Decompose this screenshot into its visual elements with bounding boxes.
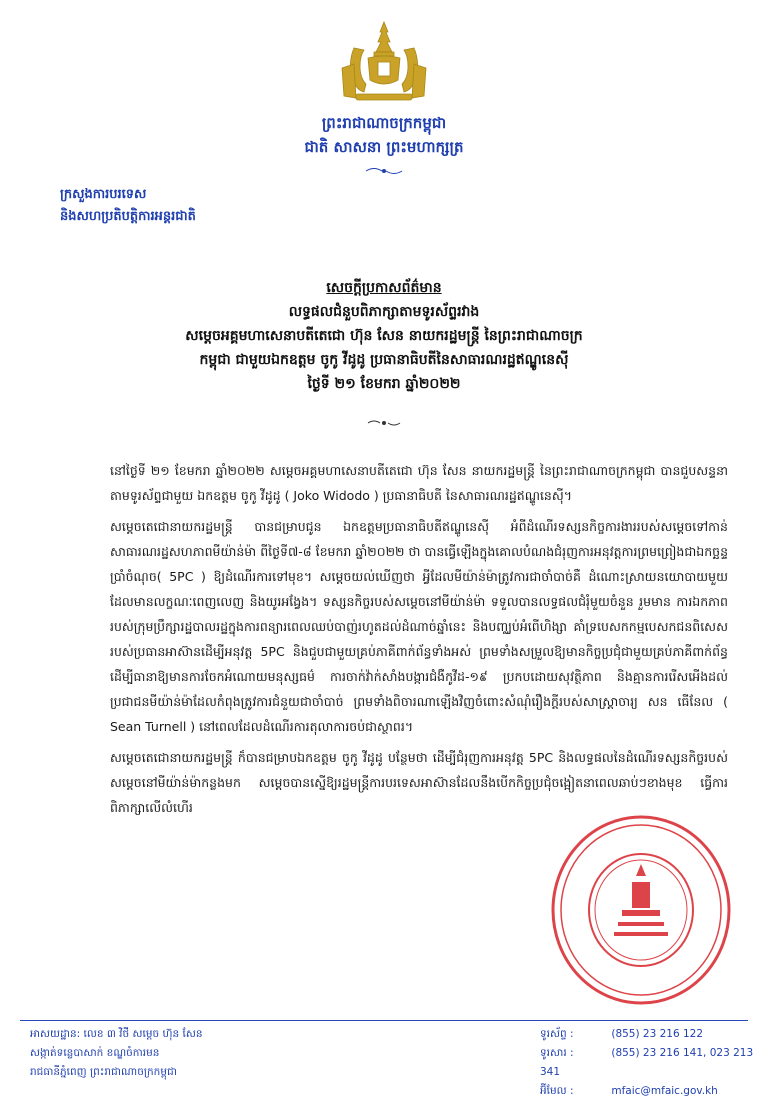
title-line-4: កម្ពុជា ជាមួយឯកឧត្តម ចូកូ វីដូដូ ប្រធានាធិបតីនៃសាធារណរដ្ឋឥណ្ឌូនេស៊ី [199,352,569,368]
press-release-title [80,276,688,396]
ministry-subtitle: និងសហប្រតិបត្តិការអន្តរជាតិ [60,209,196,224]
email-row [540,1082,768,1101]
title-date: ថ្ងៃទី ២១ ខែមករា ឆ្នាំ២០២២ [307,376,461,392]
footer-contact [540,1025,768,1101]
address-line-3: រាជធានីភ្នំពេញ ព្រះរាជាណាចក្រកម្ពុជា [30,1066,177,1078]
phone-value: (855) 23 216 122 [611,1028,704,1040]
royal-emblem-icon [334,18,434,106]
body-paragraph-3: សម្តេចតេជោនាយករដ្ឋមន្ត្រី ក៏បានជម្រាបឯកឧត្តម ចូកូ វីដូដូ បន្ថែមថា ដើម្បីជំរុញការអនុវត្ត 5PC និងលទ្ធផលនៃដំណើរទស្សនកិច្ចរបស់សម្តេចនៅមីយ៉ាន់ម៉ាកន្លងមក សម្តេចបានស្នើឱ្យរដ្ឋមន្ត្រីការបរទេសអាស៊ានដែលនឹងបើកកិច្ចប្រជុំចង្អៀតនាពេលឆាប់ៗខាងមុខ ធ្វើការពិភាក្សាលើលំហើរ [110,750,728,815]
fax-label: ទូរសារ : [540,1047,574,1059]
address-line-1: អាសយដ្ឋាន: លេខ ៣ វិថី សម្តេច ហ៊ុន សែន [30,1028,203,1040]
email-label: អ៊ីមែល : [540,1085,574,1097]
ministry-name: ក្រសួងការបរទេស [60,187,147,202]
phone-row [540,1025,768,1044]
official-seal-icon [548,812,734,1008]
section-separator-icon [364,416,404,430]
footer-address [30,1025,203,1082]
body-paragraph-1: នៅថ្ងៃទី ២១ ខែមករា ឆ្នាំ២០២២ សម្តេចអគ្គមហាសេនាបតីតេជោ ហ៊ុន សែន នាយករដ្ឋមន្ត្រី នៃព្រះរាជាណាចក្រកម្ពុជា បានជួបសន្ទនាតាមទូរស័ព្ទជាមួយ ឯកឧត្តម ចូកូ វីដូដូ ( Joko Widodo ) ប្រធានាធិបតី នៃសាធារណរដ្ឋឥណ្ឌូនេស៊ី។ [110,463,728,503]
kingdom-motto: ជាតិ សាសនា ព្រះមហាក្សត្រ [304,138,464,156]
fax-row [540,1044,768,1082]
title-line-1: សេចក្តីប្រកាសព័ត៌មាន [326,280,442,296]
body-paragraph-2: សម្តេចតេជោនាយករដ្ឋមន្ត្រី បានជម្រាបជូន ឯកឧត្តមប្រធានាធិបតីឥណ្ឌូនេស៊ី អំពីដំណើរទស្សនកិច្ចការងាររបស់សម្តេចទៅកាន់សាធារណរដ្ឋសហភាពមីយ៉ាន់ម៉ា ពីថ្ងៃទី៧-៨ ខែមករា ឆ្នាំ២០២២ ថា បានធ្វើឡើងក្នុងគោលបំណងជំរុញការអនុវត្តការព្រមព្រៀងជាឯកច្ឆន្ទប្រាំចំណុច( 5PC ) ឱ្យដំណើរការទៅមុខ។ សម្តេចយល់ឃើញថា អ្វីដែលមីយ៉ាន់ម៉ាត្រូវការជាចាំបាច់គឺ ដំណោះស្រាយនយោបាយមួយដែលមានលក្ខណៈពេញលេញ និងយូរអង្វែង។ ទស្សនកិច្ចរបស់សម្តេចនៅមីយ៉ាន់ម៉ា ទទួលបានលទ្ធផលជំរុំមួយចំនួន រួមមាន ការឯកភាពរបស់ក្រុមប្រឹក្សារដ្ឋបាលរដ្ឋក្នុងការពន្យារពេលឈប់បាញ់រហូតដល់ដំណាច់ឆ្នាំនេះ និងបញ្ឈប់អំពើហិង្សា គាំទ្របេសកកម្មបេសកជនពិសេសរបស់ប្រធានអាស៊ានដើម្បីអនុវត្ត 5PC និងជួបជាមួយគ្រប់ភាគីពាក់ព័ន្ធទាំងអស់ ព្រមទាំងសម្រួលឱ្យមានកិច្ចប្រជុំជាមួយគ្រប់ភាគីពាក់ព័ន្ធដើម្បីធានាឱ្យមានការចែកអំណោយមនុស្សធម៌ ការចាក់វ៉ាក់សាំងបង្ការជំងឺកូវីដ-១៩ ប្រកបដោយសុវត្ថិភាព និងគ្មានការរើសអើងដល់ប្រជាជនមីយ៉ាន់ម៉ាដែលកំពុងត្រូវការជំនួយជាចាំបាច់ ព្រមទាំងពិចារណាឡើងវិញចំពោះសំណុំរឿងក្តីរបស់សាស្ត្រាចារ្យ សន ធើនែល ( Sean Turnell ) នៅពេលដែលដំណើរការតុលាការចប់ជាស្ថាពរ។ [110,519,728,734]
title-line-2: លទ្ធផលជំនួបពិភាក្សាតាមទូរស័ព្ទរវាង [288,304,480,320]
kingdom-title: ព្រះរាជាណាចក្រកម្ពុជា [321,114,447,132]
footer-divider [20,1020,748,1021]
phone-label: ទូរស័ព្ទ : [540,1028,574,1040]
ornament-divider-icon [364,164,404,178]
address-line-2: សង្កាត់ទន្លេបាសាក់ ខណ្ឌចំការមន [30,1047,160,1059]
fax-value: (855) 23 216 141, 023 213 341 [540,1047,754,1078]
press-release-body [110,458,728,826]
title-line-3: សម្តេចអគ្គមហាសេនាបតីតេជោ ហ៊ុន សែន នាយករដ្ឋមន្ត្រី នៃព្រះរាជាណាចក្រ [185,328,583,344]
email-link[interactable]: mfaic@mfaic.gov.kh [611,1085,718,1097]
